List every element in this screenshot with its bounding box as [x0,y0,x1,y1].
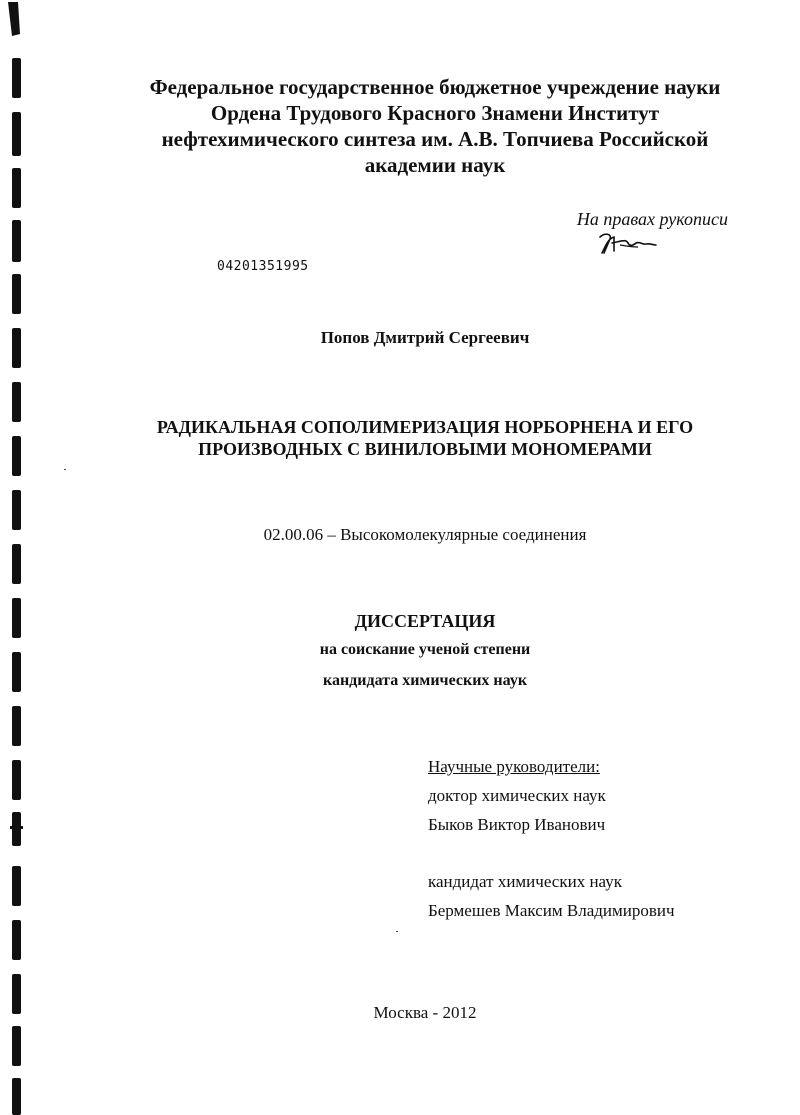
institution-line: академии наук [364,153,506,177]
manuscript-note: На правах рукописи [576,209,728,229]
degree-line: на соискание ученой степени [319,641,531,658]
thesis-title-line: РАДИКАЛЬНАЯ СОПОЛИМЕРИЗАЦИЯ НОРБОРНЕНА И ЕГО [156,417,694,437]
scan-speck [64,469,66,470]
supervisor-degree: доктор химических наук [428,786,606,805]
institution-name [100,74,770,178]
institution-line: нефтехимического синтеза им. А.В. Топчиева Российской [161,127,709,151]
handwritten-signature [592,231,662,262]
supervisor-name: Быков Виктор Иванович [428,815,606,834]
thesis-title [100,416,750,460]
city-year: Москва - 2012 [373,1003,477,1022]
institution-line: Ордена Трудового Красного Знамени Институт [210,101,660,125]
degree-line: кандидата химических наук [322,672,528,689]
dissertation-type: ДИССЕРТАЦИЯ [354,611,496,631]
institution-line: Федеральное государственное бюджетное учреждение науки [149,75,721,99]
supervisors-heading: Научные руководители: [428,757,600,776]
catalog-number: 04201351995 [217,259,309,274]
specialty: 02.00.06 – Высокомолекулярные соединения [263,525,587,544]
supervisor-name: Бермешев Максим Владимирович [428,901,675,920]
author-name: Попов Дмитрий Сергеевич [320,328,530,347]
binding-marks [6,0,24,1115]
supervisor-degree: кандидат химических наук [428,872,622,891]
scan-speck [396,931,398,932]
thesis-title-line: ПРОИЗВОДНЫХ С ВИНИЛОВЫМИ МОНОМЕРАМИ [198,439,652,459]
supervisors-block [428,752,675,925]
